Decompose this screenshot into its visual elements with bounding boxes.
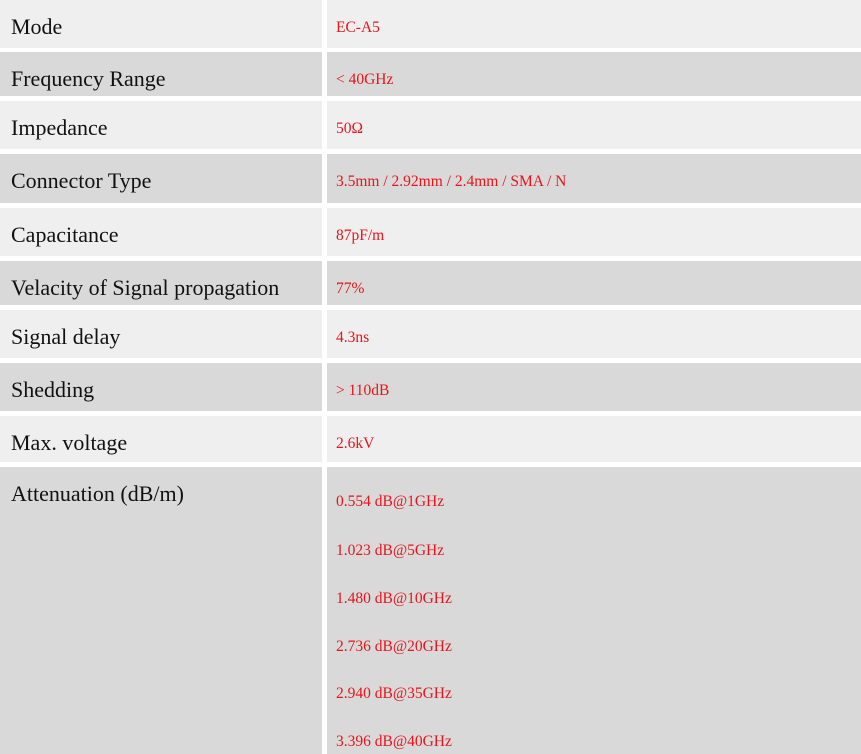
spec-value: 2.6kV (336, 435, 375, 452)
spec-label: Mode (11, 14, 63, 39)
spec-value-cell (327, 52, 861, 96)
spec-row-connector-type (0, 154, 861, 203)
spec-value-cell (327, 0, 861, 48)
spec-value-cell (327, 261, 861, 305)
spec-value: 3.5mm / 2.92mm / 2.4mm / SMA / N (336, 173, 567, 190)
spec-value-cell (327, 416, 861, 462)
spec-row-frequency-range (0, 52, 861, 96)
spec-label: Capacitance (11, 222, 119, 247)
spec-label: Impedance (11, 115, 108, 140)
spec-row-impedance (0, 101, 861, 149)
attenuation-value: 3.396 dB@40GHz (336, 733, 452, 750)
spec-label-cell (0, 261, 322, 305)
spec-label-cell (0, 154, 322, 203)
spec-row-max-voltage (0, 416, 861, 462)
spec-value: < 40GHz (336, 71, 394, 88)
spec-label: Signal delay (11, 324, 121, 349)
attenuation-value: 2.736 dB@20GHz (336, 638, 452, 655)
spec-value-cell (327, 363, 861, 411)
spec-label-cell (0, 101, 322, 149)
spec-label: Shedding (11, 377, 95, 402)
spec-value: EC-A5 (336, 19, 380, 36)
attenuation-value: 1.480 dB@10GHz (336, 590, 452, 607)
spec-label-cell (0, 52, 322, 96)
spec-row-mode (0, 0, 861, 48)
attenuation-values-cell (327, 467, 861, 754)
spec-value: 77% (336, 280, 365, 297)
spec-value: > 110dB (336, 382, 390, 399)
spec-label-cell (0, 0, 322, 48)
spec-row-signal-delay (0, 310, 861, 358)
spec-label: Velacity of Signal propagation (11, 275, 280, 300)
spec-value-cell (327, 154, 861, 203)
spec-label: Frequency Range (11, 66, 166, 91)
spec-value-cell (327, 208, 861, 256)
attenuation-value: 0.554 dB@1GHz (336, 493, 445, 510)
spec-label-cell (0, 416, 322, 462)
spec-row-velocity (0, 261, 861, 305)
spec-label: Max. voltage (11, 430, 128, 455)
spec-label: Connector Type (11, 168, 152, 193)
spec-row-shedding (0, 363, 861, 411)
spec-label-cell (0, 363, 322, 411)
spec-value: 50Ω (336, 120, 364, 137)
attenuation-value: 2.940 dB@35GHz (336, 685, 452, 702)
spec-value-cell (327, 101, 861, 149)
spec-label-cell (0, 467, 322, 754)
spec-label-cell (0, 208, 322, 256)
spec-value: 4.3ns (336, 329, 370, 346)
spec-row-capacitance (0, 208, 861, 256)
spec-label-cell (0, 310, 322, 358)
spec-label: Attenuation (dB/m) (11, 481, 184, 506)
spec-value-cell (327, 310, 861, 358)
spec-row-attenuation (0, 467, 861, 754)
attenuation-value: 1.023 dB@5GHz (336, 542, 445, 559)
spec-value: 87pF/m (336, 227, 385, 244)
